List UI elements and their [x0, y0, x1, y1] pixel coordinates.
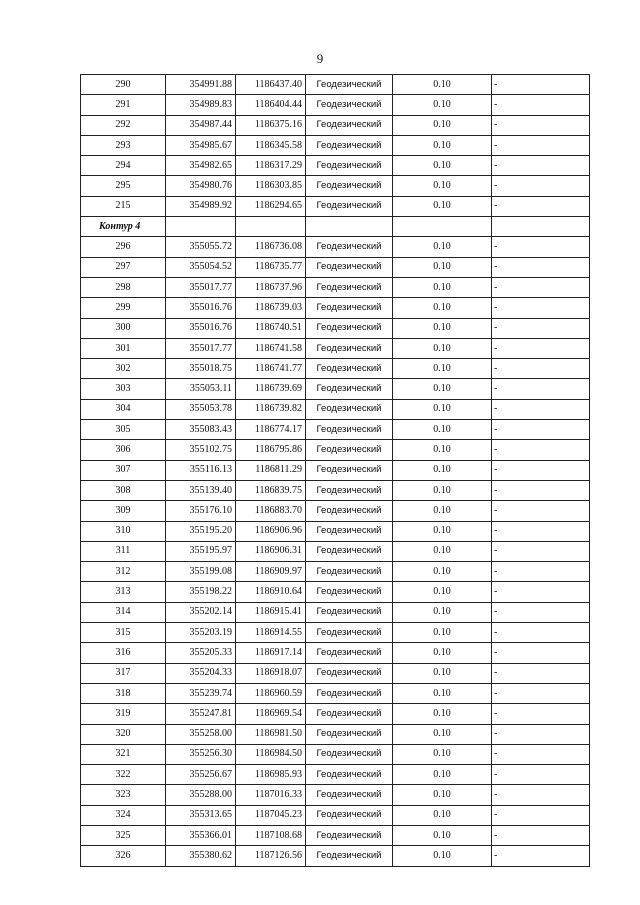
- note-cell: -: [492, 501, 590, 521]
- method-cell: Геодезический: [306, 379, 393, 399]
- y-coordinate-cell: 1186345.58: [236, 135, 306, 155]
- note-cell: -: [492, 277, 590, 297]
- method-cell: Геодезический: [306, 196, 393, 216]
- table-row: [81, 156, 590, 176]
- y-coordinate-cell: 1186437.40: [236, 75, 306, 95]
- y-coordinate-cell: 1186906.96: [236, 521, 306, 541]
- method-cell: Геодезический: [306, 298, 393, 318]
- coordinates-table: [80, 74, 590, 867]
- accuracy-cell: 0.10: [393, 115, 492, 135]
- accuracy-cell: 0.10: [393, 704, 492, 724]
- y-coordinate-cell: 1186739.82: [236, 399, 306, 419]
- accuracy-cell: 0.10: [393, 318, 492, 338]
- note-cell: -: [492, 663, 590, 683]
- point-number-cell: 320: [81, 724, 166, 744]
- note-cell: -: [492, 623, 590, 643]
- table-row: [81, 257, 590, 277]
- note-cell: -: [492, 176, 590, 196]
- point-number-cell: 297: [81, 257, 166, 277]
- table-row: [81, 501, 590, 521]
- y-coordinate-cell: 1186981.50: [236, 724, 306, 744]
- method-cell: Геодезический: [306, 420, 393, 440]
- point-number-cell: 290: [81, 75, 166, 95]
- accuracy-cell: 0.10: [393, 643, 492, 663]
- table-row: [81, 75, 590, 95]
- note-cell: -: [492, 846, 590, 866]
- note-cell: -: [492, 704, 590, 724]
- note-cell: -: [492, 785, 590, 805]
- accuracy-cell: 0.10: [393, 460, 492, 480]
- table-row: [81, 338, 590, 358]
- method-cell: Геодезический: [306, 521, 393, 541]
- x-coordinate-cell: 355053.11: [166, 379, 236, 399]
- note-cell: -: [492, 75, 590, 95]
- accuracy-cell: 0.10: [393, 501, 492, 521]
- method-cell: Геодезический: [306, 480, 393, 500]
- y-coordinate-cell: 1186736.08: [236, 237, 306, 257]
- x-coordinate-cell: 354989.83: [166, 95, 236, 115]
- y-coordinate-cell: 1186984.50: [236, 744, 306, 764]
- x-coordinate-cell: 355102.75: [166, 440, 236, 460]
- method-cell: Геодезический: [306, 359, 393, 379]
- x-coordinate-cell: 355055.72: [166, 237, 236, 257]
- accuracy-cell: 0.10: [393, 75, 492, 95]
- note-cell: -: [492, 135, 590, 155]
- y-coordinate-cell: 1186915.41: [236, 602, 306, 622]
- note-cell: -: [492, 683, 590, 703]
- accuracy-cell: 0.10: [393, 541, 492, 561]
- x-coordinate-cell: 355203.19: [166, 623, 236, 643]
- table-row: [81, 805, 590, 825]
- x-coordinate-cell: 354991.88: [166, 75, 236, 95]
- accuracy-cell: 0.10: [393, 562, 492, 582]
- note-cell: -: [492, 582, 590, 602]
- table-row: [81, 623, 590, 643]
- x-coordinate-cell: 355017.77: [166, 277, 236, 297]
- point-number-cell: 311: [81, 541, 166, 561]
- x-coordinate-cell: 354982.65: [166, 156, 236, 176]
- method-cell: Геодезический: [306, 460, 393, 480]
- table-row: [81, 765, 590, 785]
- point-number-cell: 299: [81, 298, 166, 318]
- x-coordinate-cell: 355195.97: [166, 541, 236, 561]
- accuracy-cell: 0.10: [393, 825, 492, 845]
- empty-cell: [236, 217, 306, 237]
- y-coordinate-cell: 1186795.86: [236, 440, 306, 460]
- table-row: [81, 460, 590, 480]
- point-number-cell: 321: [81, 744, 166, 764]
- table-row: [81, 237, 590, 257]
- y-coordinate-cell: 1186909.97: [236, 562, 306, 582]
- x-coordinate-cell: 355017.77: [166, 338, 236, 358]
- x-coordinate-cell: 355016.76: [166, 318, 236, 338]
- x-coordinate-cell: 355247.81: [166, 704, 236, 724]
- note-cell: -: [492, 420, 590, 440]
- accuracy-cell: 0.10: [393, 338, 492, 358]
- table-row: [81, 379, 590, 399]
- note-cell: -: [492, 825, 590, 845]
- table-row: [81, 663, 590, 683]
- note-cell: -: [492, 359, 590, 379]
- point-number-cell: 300: [81, 318, 166, 338]
- table-row: [81, 420, 590, 440]
- method-cell: Геодезический: [306, 237, 393, 257]
- x-coordinate-cell: 355053.78: [166, 399, 236, 419]
- point-number-cell: 318: [81, 683, 166, 703]
- coordinates-table-body: [81, 75, 590, 867]
- point-number-cell: 291: [81, 95, 166, 115]
- y-coordinate-cell: 1186914.55: [236, 623, 306, 643]
- y-coordinate-cell: 1186917.14: [236, 643, 306, 663]
- point-number-cell: 305: [81, 420, 166, 440]
- x-coordinate-cell: 355258.00: [166, 724, 236, 744]
- y-coordinate-cell: 1186375.16: [236, 115, 306, 135]
- y-coordinate-cell: 1187045.23: [236, 805, 306, 825]
- x-coordinate-cell: 355018.75: [166, 359, 236, 379]
- table-row: [81, 683, 590, 703]
- method-cell: Геодезический: [306, 785, 393, 805]
- note-cell: -: [492, 765, 590, 785]
- note-cell: -: [492, 156, 590, 176]
- x-coordinate-cell: 355195.20: [166, 521, 236, 541]
- x-coordinate-cell: 354985.67: [166, 135, 236, 155]
- y-coordinate-cell: 1186739.69: [236, 379, 306, 399]
- y-coordinate-cell: 1186737.96: [236, 277, 306, 297]
- table-row: [81, 724, 590, 744]
- table-row: [81, 582, 590, 602]
- point-number-cell: 215: [81, 196, 166, 216]
- table-row: [81, 825, 590, 845]
- accuracy-cell: 0.10: [393, 379, 492, 399]
- table-row: [81, 359, 590, 379]
- x-coordinate-cell: 355083.43: [166, 420, 236, 440]
- note-cell: -: [492, 602, 590, 622]
- note-cell: -: [492, 95, 590, 115]
- point-number-cell: 295: [81, 176, 166, 196]
- x-coordinate-cell: 354989.92: [166, 196, 236, 216]
- empty-cell: [306, 217, 393, 237]
- accuracy-cell: 0.10: [393, 95, 492, 115]
- note-cell: -: [492, 460, 590, 480]
- method-cell: Геодезический: [306, 846, 393, 866]
- point-number-cell: 317: [81, 663, 166, 683]
- y-coordinate-cell: 1186906.31: [236, 541, 306, 561]
- x-coordinate-cell: 355199.08: [166, 562, 236, 582]
- y-coordinate-cell: 1187016.33: [236, 785, 306, 805]
- point-number-cell: 323: [81, 785, 166, 805]
- method-cell: Геодезический: [306, 643, 393, 663]
- x-coordinate-cell: 355139.40: [166, 480, 236, 500]
- accuracy-cell: 0.10: [393, 399, 492, 419]
- table-row: [81, 643, 590, 663]
- y-coordinate-cell: 1186739.03: [236, 298, 306, 318]
- point-number-cell: 324: [81, 805, 166, 825]
- point-number-cell: 315: [81, 623, 166, 643]
- y-coordinate-cell: 1186735.77: [236, 257, 306, 277]
- y-coordinate-cell: 1186303.85: [236, 176, 306, 196]
- method-cell: Геодезический: [306, 663, 393, 683]
- method-cell: Геодезический: [306, 277, 393, 297]
- y-coordinate-cell: 1187126.56: [236, 846, 306, 866]
- x-coordinate-cell: 355366.01: [166, 825, 236, 845]
- y-coordinate-cell: 1186839.75: [236, 480, 306, 500]
- point-number-cell: 313: [81, 582, 166, 602]
- empty-cell: [393, 217, 492, 237]
- method-cell: Геодезический: [306, 176, 393, 196]
- table-row: [81, 399, 590, 419]
- point-number-cell: 319: [81, 704, 166, 724]
- page-number: 9: [316, 51, 324, 66]
- x-coordinate-cell: 355380.62: [166, 846, 236, 866]
- x-coordinate-cell: 355016.76: [166, 298, 236, 318]
- note-cell: -: [492, 480, 590, 500]
- y-coordinate-cell: 1187108.68: [236, 825, 306, 845]
- x-coordinate-cell: 355198.22: [166, 582, 236, 602]
- point-number-cell: 301: [81, 338, 166, 358]
- method-cell: Геодезический: [306, 683, 393, 703]
- x-coordinate-cell: 355256.30: [166, 744, 236, 764]
- method-cell: Геодезический: [306, 724, 393, 744]
- point-number-cell: 298: [81, 277, 166, 297]
- point-number-cell: 306: [81, 440, 166, 460]
- note-cell: -: [492, 562, 590, 582]
- note-cell: -: [492, 724, 590, 744]
- y-coordinate-cell: 1186317.29: [236, 156, 306, 176]
- method-cell: Геодезический: [306, 704, 393, 724]
- x-coordinate-cell: 355288.00: [166, 785, 236, 805]
- accuracy-cell: 0.10: [393, 663, 492, 683]
- accuracy-cell: 0.10: [393, 298, 492, 318]
- point-number-cell: 292: [81, 115, 166, 135]
- accuracy-cell: 0.10: [393, 683, 492, 703]
- x-coordinate-cell: 355239.74: [166, 683, 236, 703]
- table-row: [81, 744, 590, 764]
- empty-cell: [166, 217, 236, 237]
- point-number-cell: 325: [81, 825, 166, 845]
- method-cell: Геодезический: [306, 582, 393, 602]
- note-cell: -: [492, 115, 590, 135]
- accuracy-cell: 0.10: [393, 257, 492, 277]
- note-cell: -: [492, 643, 590, 663]
- accuracy-cell: 0.10: [393, 582, 492, 602]
- point-number-cell: 307: [81, 460, 166, 480]
- y-coordinate-cell: 1186910.64: [236, 582, 306, 602]
- accuracy-cell: 0.10: [393, 765, 492, 785]
- note-cell: -: [492, 744, 590, 764]
- x-coordinate-cell: 355054.52: [166, 257, 236, 277]
- x-coordinate-cell: 354980.76: [166, 176, 236, 196]
- table-row: [81, 846, 590, 866]
- y-coordinate-cell: 1186740.51: [236, 318, 306, 338]
- point-number-cell: 314: [81, 602, 166, 622]
- method-cell: Геодезический: [306, 156, 393, 176]
- table-row: [81, 704, 590, 724]
- note-cell: -: [492, 338, 590, 358]
- empty-cell: [492, 217, 590, 237]
- table-row: [81, 521, 590, 541]
- note-cell: -: [492, 399, 590, 419]
- accuracy-cell: 0.10: [393, 623, 492, 643]
- method-cell: Геодезический: [306, 765, 393, 785]
- accuracy-cell: 0.10: [393, 237, 492, 257]
- table-row: [81, 562, 590, 582]
- method-cell: Геодезический: [306, 257, 393, 277]
- accuracy-cell: 0.10: [393, 744, 492, 764]
- y-coordinate-cell: 1186774.17: [236, 420, 306, 440]
- point-number-cell: 293: [81, 135, 166, 155]
- note-cell: -: [492, 298, 590, 318]
- note-cell: -: [492, 541, 590, 561]
- x-coordinate-cell: 355204.33: [166, 663, 236, 683]
- contour-header-row: [81, 217, 590, 237]
- accuracy-cell: 0.10: [393, 176, 492, 196]
- method-cell: Геодезический: [306, 744, 393, 764]
- method-cell: Геодезический: [306, 338, 393, 358]
- method-cell: Геодезический: [306, 75, 393, 95]
- accuracy-cell: 0.10: [393, 602, 492, 622]
- x-coordinate-cell: 355116.13: [166, 460, 236, 480]
- accuracy-cell: 0.10: [393, 196, 492, 216]
- accuracy-cell: 0.10: [393, 156, 492, 176]
- method-cell: Геодезический: [306, 541, 393, 561]
- note-cell: -: [492, 237, 590, 257]
- accuracy-cell: 0.10: [393, 724, 492, 744]
- accuracy-cell: 0.10: [393, 277, 492, 297]
- accuracy-cell: 0.10: [393, 846, 492, 866]
- table-row: [81, 115, 590, 135]
- table-row: [81, 95, 590, 115]
- note-cell: -: [492, 196, 590, 216]
- note-cell: -: [492, 521, 590, 541]
- y-coordinate-cell: 1186969.54: [236, 704, 306, 724]
- point-number-cell: 308: [81, 480, 166, 500]
- table-row: [81, 277, 590, 297]
- point-number-cell: 303: [81, 379, 166, 399]
- y-coordinate-cell: 1186918.07: [236, 663, 306, 683]
- point-number-cell: 302: [81, 359, 166, 379]
- point-number-cell: 304: [81, 399, 166, 419]
- y-coordinate-cell: 1186294.65: [236, 196, 306, 216]
- point-number-cell: 309: [81, 501, 166, 521]
- table-row: [81, 196, 590, 216]
- y-coordinate-cell: 1186404.44: [236, 95, 306, 115]
- y-coordinate-cell: 1186883.70: [236, 501, 306, 521]
- method-cell: Геодезический: [306, 440, 393, 460]
- point-number-cell: 296: [81, 237, 166, 257]
- point-number-cell: 294: [81, 156, 166, 176]
- accuracy-cell: 0.10: [393, 135, 492, 155]
- point-number-cell: 322: [81, 765, 166, 785]
- method-cell: Геодезический: [306, 501, 393, 521]
- x-coordinate-cell: 354987.44: [166, 115, 236, 135]
- method-cell: Геодезический: [306, 318, 393, 338]
- accuracy-cell: 0.10: [393, 359, 492, 379]
- x-coordinate-cell: 355313.65: [166, 805, 236, 825]
- note-cell: -: [492, 805, 590, 825]
- table-row: [81, 440, 590, 460]
- x-coordinate-cell: 355205.33: [166, 643, 236, 663]
- point-number-cell: 326: [81, 846, 166, 866]
- method-cell: Геодезический: [306, 95, 393, 115]
- point-number-cell: 310: [81, 521, 166, 541]
- note-cell: -: [492, 257, 590, 277]
- method-cell: Геодезический: [306, 805, 393, 825]
- accuracy-cell: 0.10: [393, 440, 492, 460]
- table-row: [81, 541, 590, 561]
- x-coordinate-cell: 355202.14: [166, 602, 236, 622]
- point-number-cell: 312: [81, 562, 166, 582]
- note-cell: -: [492, 318, 590, 338]
- accuracy-cell: 0.10: [393, 420, 492, 440]
- contour-label: Контур 4: [81, 217, 166, 237]
- table-row: [81, 480, 590, 500]
- table-row: [81, 135, 590, 155]
- accuracy-cell: 0.10: [393, 785, 492, 805]
- method-cell: Геодезический: [306, 825, 393, 845]
- method-cell: Геодезический: [306, 602, 393, 622]
- accuracy-cell: 0.10: [393, 521, 492, 541]
- accuracy-cell: 0.10: [393, 480, 492, 500]
- note-cell: -: [492, 440, 590, 460]
- table-row: [81, 176, 590, 196]
- method-cell: Геодезический: [306, 562, 393, 582]
- table-row: [81, 318, 590, 338]
- point-number-cell: 316: [81, 643, 166, 663]
- x-coordinate-cell: 355176.10: [166, 501, 236, 521]
- x-coordinate-cell: 355256.67: [166, 765, 236, 785]
- method-cell: Геодезический: [306, 399, 393, 419]
- table-row: [81, 602, 590, 622]
- method-cell: Геодезический: [306, 115, 393, 135]
- table-row: [81, 298, 590, 318]
- note-cell: -: [492, 379, 590, 399]
- y-coordinate-cell: 1186811.29: [236, 460, 306, 480]
- y-coordinate-cell: 1186741.58: [236, 338, 306, 358]
- y-coordinate-cell: 1186741.77: [236, 359, 306, 379]
- method-cell: Геодезический: [306, 623, 393, 643]
- y-coordinate-cell: 1186960.59: [236, 683, 306, 703]
- accuracy-cell: 0.10: [393, 805, 492, 825]
- method-cell: Геодезический: [306, 135, 393, 155]
- table-row: [81, 785, 590, 805]
- y-coordinate-cell: 1186985.93: [236, 765, 306, 785]
